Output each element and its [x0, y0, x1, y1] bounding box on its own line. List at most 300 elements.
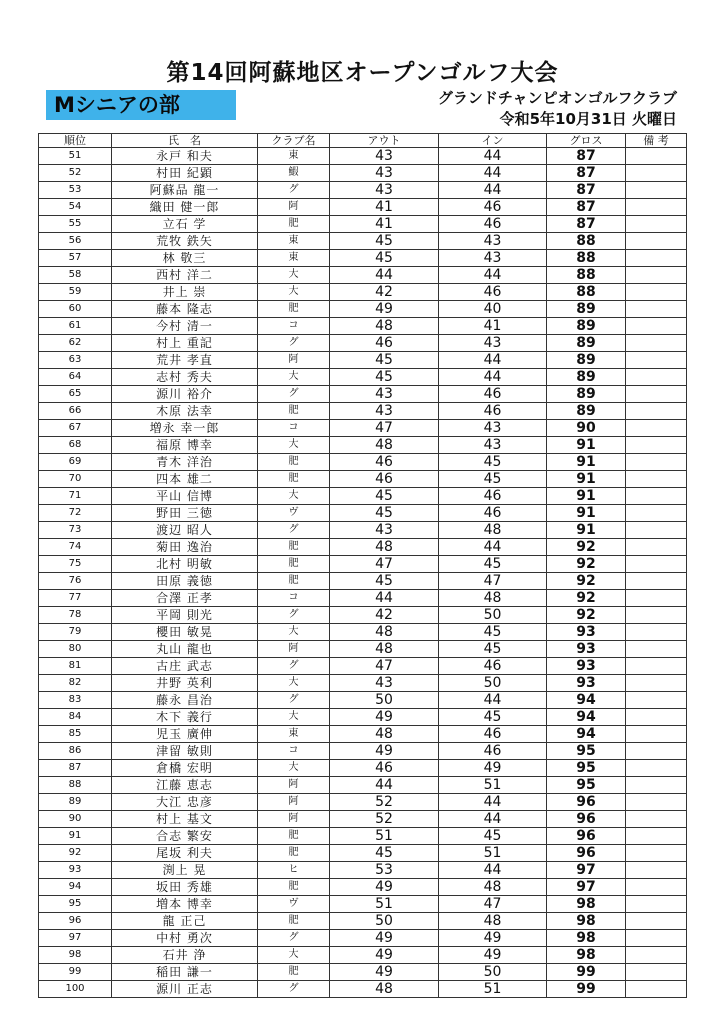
table-row: [39, 556, 687, 573]
gross-score-cell: 94: [547, 726, 626, 743]
rank-cell: 59: [39, 284, 112, 301]
column-header-rank: 順位: [39, 134, 112, 148]
club-cell: 東: [258, 148, 330, 165]
table-row: [39, 199, 687, 216]
in-score-cell: 45: [439, 709, 547, 726]
rank-cell: 97: [39, 930, 112, 947]
rank-cell: 84: [39, 709, 112, 726]
club-cell: グ: [258, 607, 330, 624]
club-cell: 大: [258, 488, 330, 505]
table-row: [39, 573, 687, 590]
out-score-cell: 45: [330, 369, 439, 386]
notes-cell: [626, 930, 687, 947]
gross-score-cell: 87: [547, 165, 626, 182]
table-row: [39, 386, 687, 403]
table-row: [39, 658, 687, 675]
gross-score-cell: 93: [547, 641, 626, 658]
club-cell: 大: [258, 675, 330, 692]
column-header-club: クラブ名: [258, 134, 330, 148]
in-score-cell: 45: [439, 624, 547, 641]
in-score-cell: 47: [439, 573, 547, 590]
rank-cell: 81: [39, 658, 112, 675]
player-name-cell: 井野 英利: [112, 675, 258, 692]
club-cell: 東: [258, 233, 330, 250]
gross-score-cell: 88: [547, 284, 626, 301]
club-cell: 鰕: [258, 165, 330, 182]
in-score-cell: 43: [439, 233, 547, 250]
table-row: [39, 641, 687, 658]
player-name-cell: 西村 洋二: [112, 267, 258, 284]
out-score-cell: 48: [330, 981, 439, 998]
player-name-cell: 菊田 逸治: [112, 539, 258, 556]
table-row: [39, 454, 687, 471]
notes-cell: [626, 658, 687, 675]
notes-cell: [626, 777, 687, 794]
club-cell: 肥: [258, 828, 330, 845]
notes-cell: [626, 692, 687, 709]
out-score-cell: 43: [330, 165, 439, 182]
gross-score-cell: 90: [547, 420, 626, 437]
club-cell: コ: [258, 743, 330, 760]
rank-cell: 92: [39, 845, 112, 862]
club-cell: コ: [258, 318, 330, 335]
player-name-cell: 木下 義行: [112, 709, 258, 726]
notes-cell: [626, 505, 687, 522]
notes-cell: [626, 522, 687, 539]
out-score-cell: 46: [330, 471, 439, 488]
player-name-cell: 青木 洋治: [112, 454, 258, 471]
in-score-cell: 45: [439, 454, 547, 471]
player-name-cell: 村上 重記: [112, 335, 258, 352]
out-score-cell: 48: [330, 726, 439, 743]
gross-score-cell: 92: [547, 607, 626, 624]
table-row: [39, 675, 687, 692]
club-cell: 肥: [258, 471, 330, 488]
rank-cell: 68: [39, 437, 112, 454]
column-header-name: 氏 名: [112, 134, 258, 148]
division-badge: Mシニアの部: [46, 90, 236, 120]
player-name-cell: 織田 健一郎: [112, 199, 258, 216]
player-name-cell: 石井 浄: [112, 947, 258, 964]
gross-score-cell: 98: [547, 947, 626, 964]
out-score-cell: 45: [330, 845, 439, 862]
gross-score-cell: 91: [547, 505, 626, 522]
table-row: [39, 845, 687, 862]
table-row: [39, 777, 687, 794]
club-cell: 肥: [258, 216, 330, 233]
gross-score-cell: 99: [547, 981, 626, 998]
gross-score-cell: 95: [547, 743, 626, 760]
player-name-cell: 井上 崇: [112, 284, 258, 301]
player-name-cell: 櫻田 敏晃: [112, 624, 258, 641]
notes-cell: [626, 760, 687, 777]
club-cell: グ: [258, 930, 330, 947]
rank-cell: 55: [39, 216, 112, 233]
table-row: [39, 301, 687, 318]
gross-score-cell: 91: [547, 437, 626, 454]
club-name: グランドチャンピオンゴルフクラブ: [437, 89, 677, 107]
gross-score-cell: 96: [547, 845, 626, 862]
player-name-cell: 稲田 謙一: [112, 964, 258, 981]
gross-score-cell: 93: [547, 658, 626, 675]
rank-cell: 93: [39, 862, 112, 879]
out-score-cell: 47: [330, 556, 439, 573]
table-row: [39, 488, 687, 505]
in-score-cell: 43: [439, 420, 547, 437]
club-cell: 肥: [258, 879, 330, 896]
in-score-cell: 44: [439, 352, 547, 369]
table-row: [39, 182, 687, 199]
in-score-cell: 44: [439, 165, 547, 182]
club-cell: ヒ: [258, 862, 330, 879]
in-score-cell: 48: [439, 913, 547, 930]
gross-score-cell: 88: [547, 250, 626, 267]
in-score-cell: 49: [439, 760, 547, 777]
out-score-cell: 44: [330, 777, 439, 794]
player-name-cell: 中村 勇次: [112, 930, 258, 947]
rank-cell: 87: [39, 760, 112, 777]
in-score-cell: 46: [439, 743, 547, 760]
rank-cell: 95: [39, 896, 112, 913]
table-row: [39, 590, 687, 607]
club-cell: 阿: [258, 352, 330, 369]
rank-cell: 57: [39, 250, 112, 267]
in-score-cell: 50: [439, 964, 547, 981]
notes-cell: [626, 879, 687, 896]
in-score-cell: 51: [439, 845, 547, 862]
club-cell: ヴ: [258, 896, 330, 913]
in-score-cell: 45: [439, 556, 547, 573]
gross-score-cell: 89: [547, 352, 626, 369]
rank-cell: 96: [39, 913, 112, 930]
column-header-notes: 備 考: [626, 134, 687, 148]
club-cell: 大: [258, 760, 330, 777]
player-name-cell: 合志 繁安: [112, 828, 258, 845]
player-name-cell: 合澤 正孝: [112, 590, 258, 607]
player-name-cell: 平岡 則光: [112, 607, 258, 624]
event-date: 令和5年10月31日 火曜日: [499, 110, 677, 128]
rank-cell: 65: [39, 386, 112, 403]
out-score-cell: 52: [330, 811, 439, 828]
table-row: [39, 165, 687, 182]
club-cell: 肥: [258, 539, 330, 556]
gross-score-cell: 97: [547, 879, 626, 896]
rank-cell: 89: [39, 794, 112, 811]
column-header-out: アウト: [330, 134, 439, 148]
notes-cell: [626, 420, 687, 437]
table-row: [39, 947, 687, 964]
player-name-cell: 藤本 隆志: [112, 301, 258, 318]
notes-cell: [626, 267, 687, 284]
table-row: [39, 760, 687, 777]
in-score-cell: 43: [439, 335, 547, 352]
in-score-cell: 51: [439, 777, 547, 794]
table-row: [39, 624, 687, 641]
club-cell: グ: [258, 386, 330, 403]
notes-cell: [626, 862, 687, 879]
out-score-cell: 48: [330, 641, 439, 658]
rank-cell: 60: [39, 301, 112, 318]
table-row: [39, 522, 687, 539]
out-score-cell: 49: [330, 879, 439, 896]
out-score-cell: 49: [330, 964, 439, 981]
notes-cell: [626, 794, 687, 811]
out-score-cell: 46: [330, 454, 439, 471]
club-cell: グ: [258, 335, 330, 352]
player-name-cell: 平山 信博: [112, 488, 258, 505]
club-cell: 東: [258, 726, 330, 743]
player-name-cell: 荒牧 鉄矢: [112, 233, 258, 250]
club-cell: 大: [258, 437, 330, 454]
player-name-cell: 野田 三徳: [112, 505, 258, 522]
rank-cell: 64: [39, 369, 112, 386]
notes-cell: [626, 352, 687, 369]
club-cell: 東: [258, 250, 330, 267]
table-row: [39, 369, 687, 386]
out-score-cell: 49: [330, 743, 439, 760]
out-score-cell: 47: [330, 420, 439, 437]
table-row: [39, 284, 687, 301]
player-name-cell: 荒井 孝直: [112, 352, 258, 369]
in-score-cell: 44: [439, 794, 547, 811]
rank-cell: 72: [39, 505, 112, 522]
table-row: [39, 267, 687, 284]
rank-cell: 77: [39, 590, 112, 607]
in-score-cell: 46: [439, 386, 547, 403]
in-score-cell: 45: [439, 641, 547, 658]
column-header-in: イン: [439, 134, 547, 148]
gross-score-cell: 88: [547, 233, 626, 250]
gross-score-cell: 89: [547, 335, 626, 352]
table-row: [39, 896, 687, 913]
gross-score-cell: 89: [547, 386, 626, 403]
out-score-cell: 45: [330, 233, 439, 250]
table-row: [39, 913, 687, 930]
player-name-cell: 阿蘇品 龍一: [112, 182, 258, 199]
rank-cell: 71: [39, 488, 112, 505]
table-row: [39, 879, 687, 896]
column-header-gross: グロス: [547, 134, 626, 148]
player-name-cell: 源川 裕介: [112, 386, 258, 403]
player-name-cell: 増本 博幸: [112, 896, 258, 913]
out-score-cell: 48: [330, 318, 439, 335]
table-row: [39, 437, 687, 454]
player-name-cell: 木原 法幸: [112, 403, 258, 420]
out-score-cell: 51: [330, 828, 439, 845]
out-score-cell: 51: [330, 896, 439, 913]
out-score-cell: 50: [330, 692, 439, 709]
club-cell: 肥: [258, 556, 330, 573]
table-row: [39, 335, 687, 352]
notes-cell: [626, 947, 687, 964]
gross-score-cell: 89: [547, 369, 626, 386]
out-score-cell: 44: [330, 590, 439, 607]
in-score-cell: 46: [439, 403, 547, 420]
out-score-cell: 41: [330, 216, 439, 233]
gross-score-cell: 87: [547, 216, 626, 233]
notes-cell: [626, 964, 687, 981]
page-title: 第14回阿蘇地区オープンゴルフ大会: [166, 60, 559, 86]
in-score-cell: 41: [439, 318, 547, 335]
notes-cell: [626, 182, 687, 199]
table-row: [39, 828, 687, 845]
gross-score-cell: 98: [547, 896, 626, 913]
gross-score-cell: 89: [547, 318, 626, 335]
table-row: [39, 964, 687, 981]
out-score-cell: 43: [330, 386, 439, 403]
gross-score-cell: 95: [547, 777, 626, 794]
table-row: [39, 318, 687, 335]
player-name-cell: 立石 学: [112, 216, 258, 233]
player-name-cell: 今村 清一: [112, 318, 258, 335]
gross-score-cell: 92: [547, 573, 626, 590]
gross-score-cell: 93: [547, 675, 626, 692]
notes-cell: [626, 233, 687, 250]
gross-score-cell: 97: [547, 862, 626, 879]
player-name-cell: 江藤 恵志: [112, 777, 258, 794]
gross-score-cell: 92: [547, 590, 626, 607]
player-name-cell: 尾坂 利夫: [112, 845, 258, 862]
in-score-cell: 48: [439, 522, 547, 539]
notes-cell: [626, 726, 687, 743]
player-name-cell: 源川 正志: [112, 981, 258, 998]
club-cell: グ: [258, 182, 330, 199]
in-score-cell: 44: [439, 369, 547, 386]
rank-cell: 83: [39, 692, 112, 709]
rank-cell: 98: [39, 947, 112, 964]
gross-score-cell: 91: [547, 454, 626, 471]
club-cell: 肥: [258, 403, 330, 420]
rank-cell: 51: [39, 148, 112, 165]
out-score-cell: 44: [330, 267, 439, 284]
club-cell: 肥: [258, 454, 330, 471]
rank-cell: 99: [39, 964, 112, 981]
rank-cell: 76: [39, 573, 112, 590]
gross-score-cell: 98: [547, 913, 626, 930]
club-cell: 阿: [258, 641, 330, 658]
rank-cell: 66: [39, 403, 112, 420]
gross-score-cell: 96: [547, 794, 626, 811]
out-score-cell: 46: [330, 760, 439, 777]
out-score-cell: 45: [330, 573, 439, 590]
rank-cell: 90: [39, 811, 112, 828]
in-score-cell: 48: [439, 590, 547, 607]
in-score-cell: 43: [439, 437, 547, 454]
club-cell: コ: [258, 590, 330, 607]
notes-cell: [626, 896, 687, 913]
in-score-cell: 44: [439, 182, 547, 199]
notes-cell: [626, 199, 687, 216]
table-row: [39, 471, 687, 488]
club-cell: 大: [258, 709, 330, 726]
notes-cell: [626, 403, 687, 420]
table-row: [39, 403, 687, 420]
out-score-cell: 45: [330, 505, 439, 522]
in-score-cell: 46: [439, 199, 547, 216]
gross-score-cell: 89: [547, 403, 626, 420]
player-name-cell: 永戸 和夫: [112, 148, 258, 165]
gross-score-cell: 87: [547, 182, 626, 199]
notes-cell: [626, 250, 687, 267]
club-cell: 阿: [258, 777, 330, 794]
table-row: [39, 420, 687, 437]
rank-cell: 75: [39, 556, 112, 573]
gross-score-cell: 99: [547, 964, 626, 981]
in-score-cell: 44: [439, 811, 547, 828]
rank-cell: 70: [39, 471, 112, 488]
rank-cell: 91: [39, 828, 112, 845]
club-cell: 大: [258, 369, 330, 386]
gross-score-cell: 87: [547, 199, 626, 216]
table-row: [39, 352, 687, 369]
rank-cell: 88: [39, 777, 112, 794]
notes-cell: [626, 913, 687, 930]
club-cell: 肥: [258, 913, 330, 930]
out-score-cell: 45: [330, 250, 439, 267]
rank-cell: 58: [39, 267, 112, 284]
table-row: [39, 233, 687, 250]
player-name-cell: 田原 義徳: [112, 573, 258, 590]
table-row: [39, 539, 687, 556]
out-score-cell: 49: [330, 930, 439, 947]
table-header-row: [39, 134, 687, 148]
club-cell: コ: [258, 420, 330, 437]
table-row: [39, 930, 687, 947]
out-score-cell: 43: [330, 148, 439, 165]
club-cell: 阿: [258, 199, 330, 216]
club-cell: 阿: [258, 811, 330, 828]
notes-cell: [626, 573, 687, 590]
out-score-cell: 49: [330, 947, 439, 964]
gross-score-cell: 91: [547, 471, 626, 488]
rank-cell: 54: [39, 199, 112, 216]
rank-cell: 86: [39, 743, 112, 760]
out-score-cell: 42: [330, 284, 439, 301]
notes-cell: [626, 845, 687, 862]
player-name-cell: 村田 紀顕: [112, 165, 258, 182]
notes-cell: [626, 471, 687, 488]
notes-cell: [626, 386, 687, 403]
notes-cell: [626, 539, 687, 556]
out-score-cell: 46: [330, 335, 439, 352]
out-score-cell: 53: [330, 862, 439, 879]
club-cell: 肥: [258, 845, 330, 862]
out-score-cell: 43: [330, 522, 439, 539]
out-score-cell: 42: [330, 607, 439, 624]
rank-cell: 56: [39, 233, 112, 250]
player-name-cell: 津留 敏則: [112, 743, 258, 760]
player-name-cell: 渡辺 昭人: [112, 522, 258, 539]
table-row: [39, 709, 687, 726]
out-score-cell: 45: [330, 488, 439, 505]
rank-cell: 100: [39, 981, 112, 998]
notes-cell: [626, 607, 687, 624]
in-score-cell: 45: [439, 471, 547, 488]
club-cell: 肥: [258, 573, 330, 590]
table-row: [39, 743, 687, 760]
in-score-cell: 40: [439, 301, 547, 318]
rank-cell: 62: [39, 335, 112, 352]
club-cell: グ: [258, 981, 330, 998]
gross-score-cell: 91: [547, 522, 626, 539]
player-name-cell: 志村 秀夫: [112, 369, 258, 386]
in-score-cell: 50: [439, 675, 547, 692]
notes-cell: [626, 641, 687, 658]
in-score-cell: 46: [439, 488, 547, 505]
notes-cell: [626, 335, 687, 352]
table-row: [39, 726, 687, 743]
table-row: [39, 811, 687, 828]
